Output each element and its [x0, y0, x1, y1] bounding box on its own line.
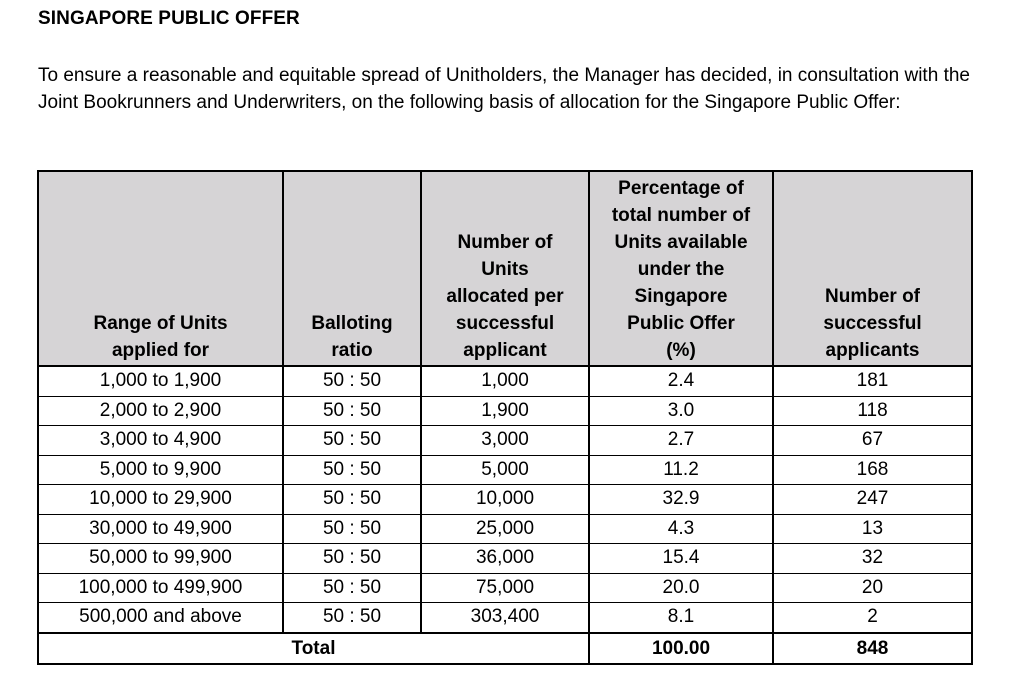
cell-ratio: 50 : 50: [283, 573, 421, 603]
header-successful-applicants: [773, 171, 972, 366]
header-line: (%): [666, 340, 696, 361]
cell-units-allocated: 5,000: [421, 455, 589, 485]
cell-range: 1,000 to 1,900: [38, 366, 283, 396]
header-line: under the: [637, 259, 725, 280]
header-row: [38, 171, 972, 366]
header-line: applicant: [463, 340, 547, 361]
cell-applicants: 168: [773, 455, 972, 485]
header-units-allocated: [421, 171, 589, 366]
cell-units-allocated: 3,000: [421, 426, 589, 456]
table-row: [38, 485, 972, 515]
cell-range: 10,000 to 29,900: [38, 485, 283, 515]
header-line: Range of Units: [93, 313, 228, 334]
cell-percentage: 2.4: [589, 366, 773, 396]
header-line: Balloting: [311, 313, 393, 334]
header-line: total number of: [611, 205, 751, 226]
cell-applicants: 67: [773, 426, 972, 456]
table-footer: [38, 633, 972, 664]
table-row: [38, 396, 972, 426]
allocation-table: [37, 170, 973, 665]
cell-percentage: 20.0: [589, 573, 773, 603]
table-body: [38, 366, 972, 633]
cell-units-allocated: 303,400: [421, 603, 589, 633]
cell-applicants: 2: [773, 603, 972, 633]
cell-applicants: 247: [773, 485, 972, 515]
header-line: applied for: [111, 340, 210, 361]
cell-units-allocated: 25,000: [421, 514, 589, 544]
header-balloting-ratio: [283, 171, 421, 366]
cell-applicants: 118: [773, 396, 972, 426]
cell-ratio: 50 : 50: [283, 426, 421, 456]
header-line: Units available: [614, 232, 748, 253]
table-row: [38, 426, 972, 456]
cell-ratio: 50 : 50: [283, 485, 421, 515]
header-line: successful: [823, 313, 922, 334]
cell-percentage: 8.1: [589, 603, 773, 633]
header-line: successful: [455, 313, 555, 334]
cell-range: 30,000 to 49,900: [38, 514, 283, 544]
cell-percentage: 4.3: [589, 514, 773, 544]
table-row: [38, 514, 972, 544]
cell-units-allocated: 36,000: [421, 544, 589, 574]
header-range-of-units: [38, 171, 283, 366]
total-percentage: 100.00: [589, 633, 773, 664]
cell-units-allocated: 1,000: [421, 366, 589, 396]
header-line: ratio: [331, 340, 373, 361]
table-row: [38, 573, 972, 603]
header-line: allocated per: [446, 286, 564, 307]
cell-range: 3,000 to 4,900: [38, 426, 283, 456]
header-line: applicants: [825, 340, 920, 361]
cell-ratio: 50 : 50: [283, 603, 421, 633]
cell-applicants: 181: [773, 366, 972, 396]
header-line: Number of: [457, 232, 553, 253]
cell-range: 500,000 and above: [38, 603, 283, 633]
cell-percentage: 15.4: [589, 544, 773, 574]
cell-ratio: 50 : 50: [283, 455, 421, 485]
header-line: Public Offer: [627, 313, 735, 334]
cell-range: 2,000 to 2,900: [38, 396, 283, 426]
total-label: Total: [38, 633, 589, 664]
header-line: Number of: [825, 286, 920, 307]
cell-units-allocated: 1,900: [421, 396, 589, 426]
cell-applicants: 32: [773, 544, 972, 574]
header-line: Units: [481, 259, 529, 280]
cell-ratio: 50 : 50: [283, 514, 421, 544]
cell-applicants: 13: [773, 514, 972, 544]
cell-range: 5,000 to 9,900: [38, 455, 283, 485]
header-line: Singapore: [634, 286, 728, 307]
header-line: Percentage of: [618, 178, 744, 199]
cell-ratio: 50 : 50: [283, 366, 421, 396]
table-header: [38, 171, 972, 366]
table-row: [38, 544, 972, 574]
cell-ratio: 50 : 50: [283, 396, 421, 426]
total-row: [38, 633, 972, 664]
cell-range: 100,000 to 499,900: [38, 573, 283, 603]
cell-units-allocated: 75,000: [421, 573, 589, 603]
cell-applicants: 20: [773, 573, 972, 603]
cell-ratio: 50 : 50: [283, 544, 421, 574]
cell-range: 50,000 to 99,900: [38, 544, 283, 574]
table-row: [38, 455, 972, 485]
cell-units-allocated: 10,000: [421, 485, 589, 515]
total-applicants: 848: [773, 633, 972, 664]
header-percentage: [589, 171, 773, 366]
cell-percentage: 3.0: [589, 396, 773, 426]
table-row: [38, 603, 972, 633]
cell-percentage: 32.9: [589, 485, 773, 515]
cell-percentage: 2.7: [589, 426, 773, 456]
section-heading: SINGAPORE PUBLIC OFFER: [38, 8, 300, 29]
table-row: [38, 366, 972, 396]
intro-paragraph: To ensure a reasonable and equitable spread of Unitholders, the Manager has decided, in consultation with the Joint Bookrunners and Underwriters, on the following basis of allocation for the Singapore Public Offer:: [38, 65, 970, 113]
cell-percentage: 11.2: [589, 455, 773, 485]
